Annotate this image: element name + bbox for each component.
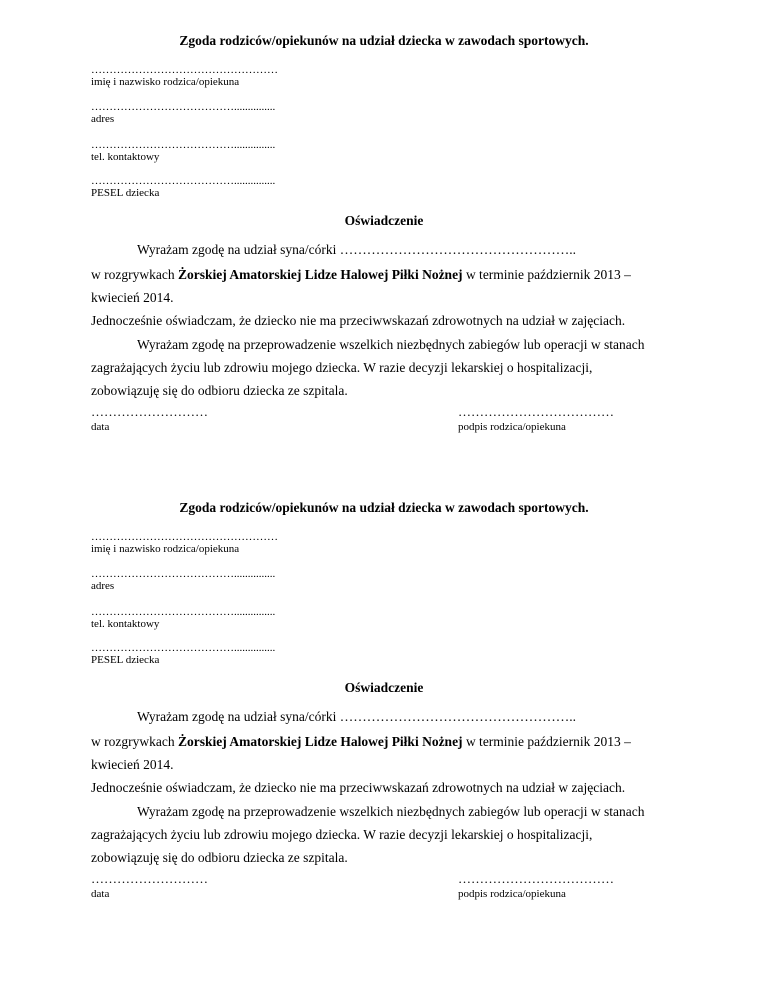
fill-in-dots: …………………………………...............: [91, 175, 276, 187]
fill-in-dots: ……………………………………………: [91, 64, 278, 76]
fill-in-dots: …………………………………...............: [91, 568, 276, 580]
address-field: [91, 568, 411, 593]
procedures-line-2: zagrażających życiu lub zdrowiu mojego dziecka. W razie decyzji lekarskiej o hospitalizacji,: [91, 360, 593, 375]
signature-caption: podpis rodzica/opiekuna: [458, 888, 566, 900]
health-statement: Jednocześnie oświadczam, że dziecko nie ma przeciwwskazań zdrowotnych na udział w zajęciach.: [91, 313, 626, 328]
league-name: Żorskiej Amatorskiej Lidze Halowej Piłki Nożnej: [177, 267, 463, 282]
period-end-line: kwiecień 2014.: [91, 757, 174, 772]
games-suffix: w terminie październik 2013 –: [462, 267, 631, 282]
procedures-line-1: Wyrażam zgodę na przeprowadzenie wszelkich niezbędnych zabiegów lub operacji w stanach: [137, 804, 645, 819]
fill-in-dots: …………………………………...............: [91, 101, 276, 113]
date-caption: data: [91, 888, 110, 900]
field-caption: tel. kontaktowy: [91, 618, 160, 630]
form-title: Zgoda rodziców/opiekunów na udział dziecka w zawodach sportowych.: [179, 500, 589, 515]
games-prefix: w rozgrywkach: [91, 734, 178, 749]
parent-name-field: [91, 531, 411, 556]
games-prefix: w rozgrywkach: [91, 267, 178, 282]
field-caption: tel. kontaktowy: [91, 151, 160, 163]
procedures-line-2: zagrażających życiu lub zdrowiu mojego dziecka. W razie decyzji lekarskiej o hospitalizacji,: [91, 827, 593, 842]
signature-caption: podpis rodzica/opiekuna: [458, 421, 566, 433]
pesel-field: [91, 175, 411, 200]
procedures-line-3: zobowiązuję się do odbioru dziecka ze szpitala.: [91, 383, 348, 398]
field-caption: adres: [91, 580, 115, 592]
form-title: Zgoda rodziców/opiekunów na udział dziecka w zawodach sportowych.: [179, 33, 589, 48]
fill-in-dots: …………………………………...............: [91, 642, 276, 654]
procedures-line-1: Wyrażam zgodę na przeprowadzenie wszelkich niezbędnych zabiegów lub operacji w stanach: [137, 337, 645, 352]
date-dots: ………………………: [91, 871, 208, 886]
games-suffix: w terminie październik 2013 –: [462, 734, 631, 749]
statement-heading: Oświadczenie: [344, 213, 424, 228]
field-caption: adres: [91, 113, 115, 125]
pesel-field: [91, 642, 411, 667]
fill-in-dots: …………………………………...............: [91, 606, 276, 618]
address-field: [91, 101, 411, 126]
date-caption: data: [91, 421, 110, 433]
field-caption: PESEL dziecka: [91, 654, 160, 666]
procedures-line-3: zobowiązuję się do odbioru dziecka ze szpitala.: [91, 850, 348, 865]
league-name: Żorskiej Amatorskiej Lidze Halowej Piłki Nożnej: [177, 734, 463, 749]
phone-field: [91, 139, 411, 164]
signature-dots: ………………………………: [458, 404, 614, 419]
signature-dots: ………………………………: [458, 871, 614, 886]
consent-line: Wyrażam zgodę na udział syna/córki ……………………………………………..: [137, 709, 576, 724]
consent-line: Wyrażam zgodę na udział syna/córki ……………………………………………..: [137, 242, 576, 257]
games-line: [91, 267, 631, 283]
parent-name-field: [91, 64, 411, 89]
period-end-line: kwiecień 2014.: [91, 290, 174, 305]
fill-in-dots: …………………………………...............: [91, 139, 276, 151]
field-caption: PESEL dziecka: [91, 187, 160, 199]
statement-heading: Oświadczenie: [344, 680, 424, 695]
field-caption: imię i nazwisko rodzica/opiekuna: [91, 543, 240, 555]
fill-in-dots: ……………………………………………: [91, 531, 278, 543]
date-dots: ………………………: [91, 404, 208, 419]
phone-field: [91, 606, 411, 631]
health-statement: Jednocześnie oświadczam, że dziecko nie ma przeciwwskazań zdrowotnych na udział w zajęciach.: [91, 780, 626, 795]
field-caption: imię i nazwisko rodzica/opiekuna: [91, 76, 240, 88]
games-line: [91, 734, 631, 750]
